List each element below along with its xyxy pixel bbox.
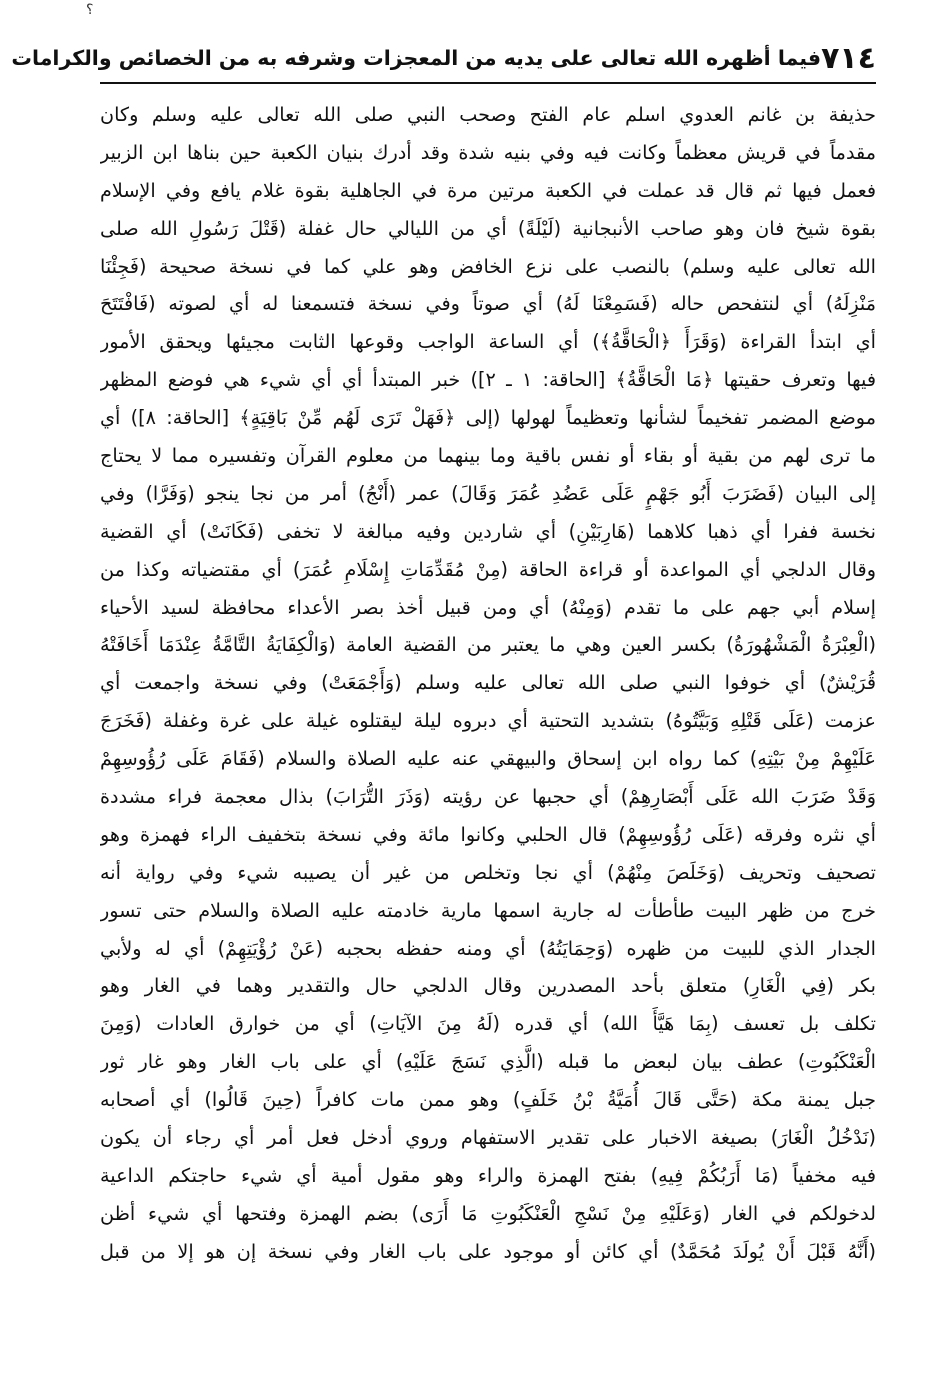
text-line: أي نثره وفرقه (عَلَى رُؤُوسِهِمْ) قال الحلبي وكانوا مائة وفي نسخة بتخفيف الراء فهمزة وهو <box>100 822 876 846</box>
body-text <box>100 96 876 1271</box>
text-line: موضع المضمر تفخيماً لشأنها وتعظيماً لهولها (إلى ﴿فَهَلْ تَرَى لَهُم مِّنْ بَاقِيَةٍ﴾ [الحاقة: ٨]) أي <box>100 406 876 430</box>
text-line: (الْعِبْرَةُ الْمَشْهُورَةُ) بكسر العين وهي ما يعتبر من القضية العامة (وَالْكِفَايَةُ التَّامَّةُ عِنْدَمَا أَخَافَتْهُ <box>100 633 876 657</box>
text-line: حذيفة بن غانم العدوي اسلم عام الفتح وصحب النبي صلى الله تعالى عليه وسلم وكان <box>100 103 876 126</box>
text-line: خرج من ظهر البيت طأطأت له جارية اسمها مارية خادمته عليه الصلاة والسلام حتى تسور <box>100 898 876 922</box>
text-line: إلى البيان (فَضَرَبَ أَبُو جَهْمٍ عَلَى عَضُدِ عُمَرَ وَقَالَ) عمر (أَنْجُ) أمر من نجا ينجو (وَفَرَّا) وفي <box>100 481 876 505</box>
text-line: بقوة شيخ فان وهو صاحب الأنبجانية (لَيْلَةً) أي من الليالي حال غفلة (قَتْلَ رَسُولِ الله صلى <box>100 216 876 240</box>
text-line: الْعَنْكَبُوتِ) عطف بيان لبعض ما قبله (الَّذِي نَسَجَ عَلَيْهِ) أي على باب الغار وهو غار ثور <box>100 1050 876 1074</box>
page-number: ٧١٤ <box>821 40 876 76</box>
text-line: ما ترى لهم من بقية أو بقاء أو نفس باقية وما بينهما من معلوم القرآن وتفسيره مما لا يحتاج <box>100 444 876 468</box>
text-line: الله تعالى عليه وسلم) بالنصب على نزع الخافض وهو علي كما في نسخة صحيحة (فَجِئْنَا <box>100 254 876 278</box>
text-line: (نَدْخُلُ الْغَارَ) بصيغة الاخبار على تقدير الاستفهام وروي أدخل فعل أمر أي رجاء أن يكون <box>100 1126 876 1150</box>
text-line: إسلام أبي جهم على ما تقدم (وَمِنْهُ) أي ومن قبيل أخذ بصر الأعداء محافظة لسيد الأحياء <box>100 595 876 619</box>
text-line: مقدماً في قريش معظماً وكانت فيه وفي بنيه شدة وقد أدرك بنيان الكعبة حين بناها ابن الزبير <box>100 140 876 164</box>
text-line: فيه مخفياً (مَا أَرَبُكُمْ فِيهِ) بفتح الهمزة والراء وهو مقول أمية أي شيء حاجتكم الداعية <box>100 1163 876 1187</box>
text-line: عزمت (عَلَى قَتْلِهِ وَبَيَّتُوهُ) بتشديد التحتية أي دبروه ليلة ليقتلوه غيلة على غرة وغفلة (فَخَرَجَ <box>100 709 876 733</box>
text-line: بكر (فِي الْغَارِ) متعلق بأحد المصدرين وقال الدلجي حال والتقدير وهما في الغار وهو <box>100 974 876 998</box>
text-line: وَقَدْ ضَرَبَ الله عَلَى أَبْصَارِهِمْ) أي حجبها عن رؤيته (وَذَرَ التُّرَابَ) بذال معجمة فراء مشددة <box>100 785 876 809</box>
text-line: وقال الدلجي أي المواعدة أو قراءة الحاقة (مِنْ مُقَدِّمَاتِ إِسْلَامِ عُمَرَ) أي مقتضياته وكذا من <box>100 557 876 581</box>
page-header <box>11 36 876 80</box>
text-line: تكلف بل تعسف (بِمَا هَيَّأَ الله) أي قدره (لَهُ مِنَ الآيَاتِ) أي من خوارق العادات (وَمِنَ <box>100 1012 876 1036</box>
text-line: (أَنَّهُ قَبْلَ أَنْ يُولَدَ مُحَمَّدٌ) أي كائن أو موجود على باب الغار وفي نسخة إن هو إلا من قبل <box>100 1239 876 1263</box>
text-line: فيها وتعرف حقيتها ﴿مَا الْحَاقَّةُ﴾ [الحاقة: ١ ـ ٢]) خبر المبتدأ أي أي شيء هي فوضع المظهر <box>100 368 876 392</box>
text-line: أي ابتدأ القراءة (وَقَرَأَ ﴿الْحَاقَّةُ﴾) أي الساعة الواجب وقوعها الثابت مجيئها ويحقق الأمور <box>100 330 876 354</box>
text-line: الجدار الذي للبيت من ظهره (وَحِمَايَتُهُ) أي ومنه حفظه بحجبه (عَنْ رُؤْيَتِهِمْ) أي له ولأبي <box>100 936 876 960</box>
text-line: لدخولكم في الغار (وَعَلَيْهِ مِنْ نَسْجِ الْعَنْكَبُوتِ مَا أَرَى) بضم الهمزة وفتحها أي شيء أظن <box>100 1201 876 1225</box>
corner-mark: ؟ <box>86 2 94 18</box>
header-rule <box>100 82 876 84</box>
text-line: فعمل فيها ثم قال قد عملت في الكعبة مرتين مرة في الجاهلية بقوة غلام يافع وفي الإسلام <box>100 178 876 202</box>
text-line: عَلَيْهِمْ مِنْ بَيْتِهِ) كما رواه ابن إسحاق والبيهقي عنه عليه الصلاة والسلام (فَقَامَ عَلَى رُؤُوسِهِمْ <box>100 747 876 771</box>
running-title: فيما أظهره الله تعالى على يديه من المعجزات وشرفه به من الخصائص والكرامات <box>11 46 822 70</box>
text-line: تصحيف وتحريف (وَخَلَصَ مِنْهُمْ) أي نجا وتخلص من غير أن يصيبه شيء وفي رواية أنه <box>100 860 876 884</box>
text-line: قُرَيْشٌ) أي خوفوا النبي صلى الله تعالى عليه وسلم (وَأَجْمَعَتْ) وفي نسخة واجمعت أي <box>100 671 876 695</box>
text-line: نخسة ففرا أي ذهبا كلاهما (هَارِبَيْنِ) أي شاردين وفيه مبالغة لا تخفى (فَكَانَتْ) أي القضية <box>100 519 876 543</box>
text-line: مَنْزِلَهُ) أي لنتفحص حاله (فَسَمِعْنَا لَهُ) أي صوتاً وفي نسخة فتسمعنا له أي لصوته (فَافْتَتَحَ <box>100 292 876 316</box>
text-line: جبل يمنة مكة (حَتَّى قَالَ أُمَيَّةُ بْنُ خَلَفٍ) وهو ممن مات كافراً (حِينَ قَالُوا) أي أصحابه <box>100 1088 876 1112</box>
